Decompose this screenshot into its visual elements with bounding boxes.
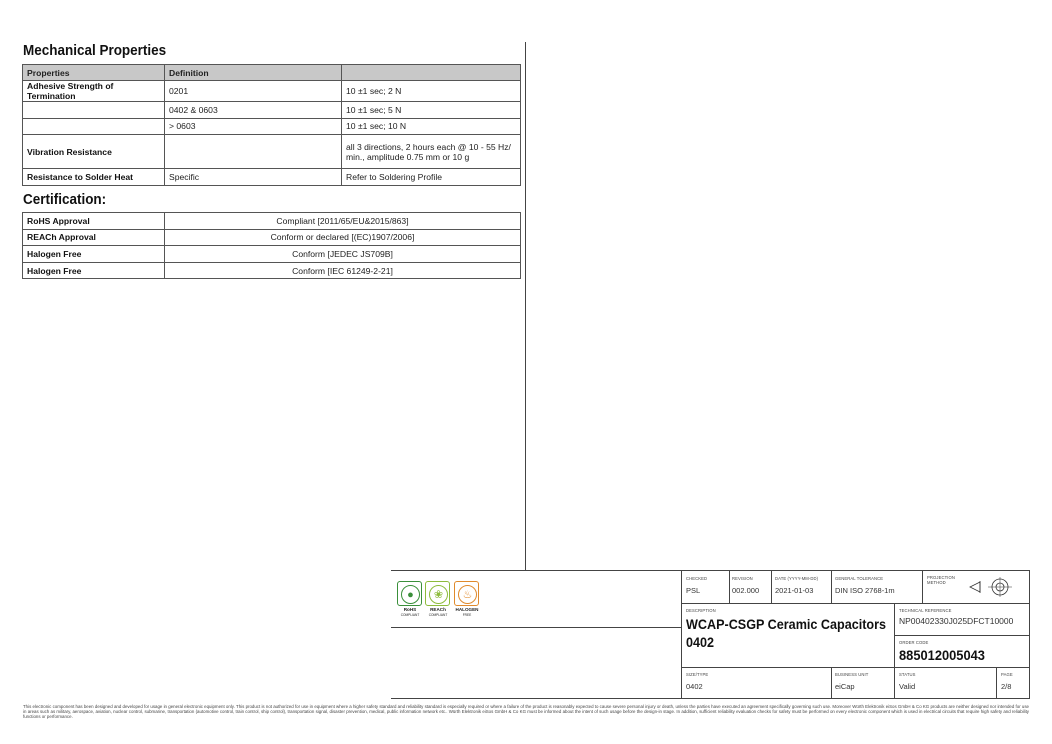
definition-cell: 0201 bbox=[165, 81, 342, 102]
revision-value: 002.000 bbox=[732, 586, 760, 595]
legal-disclaimer: This electronic component has been designed and developed for usage in general electronic equipment only. This product is not authorized for use in equipment where a higher safety standard and reliability standard is especially required or where a failure of the product is reasonably expected to cause severe personal injury or death, unless the parties have executed an agreement specifically governing such use. Moreover Würth Elektronik eiSos GmbH & Co KG products are neither designed nor intended for use in areas such as military, aerospace, aviation, nuclear control, submarine, transportation (automotive control, train control, ship control), transportation signal, disaster prevention, medical, public information network etc.. Würth Elektronik eiSos GmbH & Co KG must be informed about the intent of such usage before the design-in stage. In addition, sufficient reliability evaluation checks for safety must be performed on every electronic component which is used in electrical circuits that require high safety and reliability functions or performance. bbox=[23, 704, 1029, 719]
flame-icon: ♨ bbox=[458, 585, 477, 604]
rohs-logo-caption: RoHS COMPLIANT bbox=[400, 607, 420, 617]
property-cell bbox=[23, 102, 165, 119]
divider bbox=[391, 627, 681, 628]
value-line: min., amplitude 0.75 mm or 10 g bbox=[346, 151, 470, 162]
cert-value-cell: Conform [IEC 61249-2-21] bbox=[165, 262, 521, 279]
order-code-value: 885012005043 bbox=[899, 647, 985, 663]
definition-cell: > 0603 bbox=[165, 118, 342, 135]
revision-label: REVISION bbox=[732, 576, 753, 581]
property-cell: Adhesive Strength of Termination bbox=[23, 81, 165, 102]
date-value: 2021-01-03 bbox=[775, 586, 814, 595]
definition-cell bbox=[165, 135, 342, 169]
halogen-free-logo-caption: HALOGEN FREE bbox=[455, 607, 479, 617]
description-label: DESCRIPTION bbox=[686, 608, 716, 613]
status-value: Valid bbox=[899, 682, 916, 691]
divider bbox=[681, 571, 682, 699]
table-row bbox=[23, 135, 521, 169]
divider bbox=[681, 698, 1029, 699]
table-row bbox=[23, 246, 521, 263]
property-cell: Resistance to Solder Heat bbox=[23, 169, 165, 186]
leaf-icon: ❀ bbox=[429, 585, 448, 604]
checked-value: PSL bbox=[686, 586, 701, 595]
divider bbox=[391, 698, 681, 699]
property-cell: Vibration Resistance bbox=[23, 135, 165, 169]
tolerance-value: DIN ISO 2768-1m bbox=[835, 586, 895, 595]
cert-name-cell: REACh Approval bbox=[23, 229, 165, 246]
property-cell bbox=[23, 118, 165, 135]
cert-value-cell: Compliant [2011/65/EU&2015/863] bbox=[165, 213, 521, 230]
size-type-value: 0402 bbox=[686, 682, 703, 691]
page-number: 2/8 bbox=[1001, 682, 1012, 691]
definition-cell: 0402 & 0603 bbox=[165, 102, 342, 119]
value-cell: Refer to Soldering Profile bbox=[342, 169, 521, 186]
table-header-row bbox=[23, 65, 521, 81]
table-row bbox=[23, 102, 521, 119]
divider bbox=[922, 571, 923, 603]
column-header-value bbox=[342, 65, 521, 81]
technical-reference-value: NP00402330J025DFCT10000 bbox=[899, 616, 1014, 626]
title-block bbox=[391, 570, 1030, 698]
tolerance-label: GENERAL TOLERANCE bbox=[835, 576, 884, 581]
divider bbox=[831, 667, 832, 699]
value-cell: 10 ±1 sec; 5 N bbox=[342, 102, 521, 119]
divider bbox=[771, 571, 772, 603]
certification-title: Certification: bbox=[23, 192, 107, 208]
projection-label: PROJECTION METHOD bbox=[927, 575, 955, 585]
value-cell: 10 ±1 sec; 2 N bbox=[342, 81, 521, 102]
definition-cell: Specific bbox=[165, 169, 342, 186]
technical-reference-label: TECHNICAL REFERENCE bbox=[899, 608, 952, 613]
value-line: all 3 directions, 2 hours each @ 10 - 55 Hz/ bbox=[346, 141, 511, 152]
table-row bbox=[23, 118, 521, 135]
projection-method-icon bbox=[966, 575, 1016, 599]
divider bbox=[681, 603, 1029, 604]
divider bbox=[1029, 571, 1030, 699]
halogen-free-logo bbox=[454, 581, 479, 606]
cert-value-cell: Conform [JEDEC JS709B] bbox=[165, 246, 521, 263]
table-row bbox=[23, 229, 521, 246]
description-line: 0402 bbox=[686, 634, 715, 650]
divider bbox=[831, 571, 832, 603]
business-unit-value: eiCap bbox=[835, 682, 855, 691]
mechanical-properties-table bbox=[22, 64, 521, 186]
order-code-label: ORDER CODE bbox=[899, 640, 929, 645]
column-header-properties: Properties bbox=[23, 65, 165, 81]
certification-table bbox=[22, 212, 521, 279]
globe-icon: ● bbox=[401, 585, 420, 604]
column-header-definition: Definition bbox=[165, 65, 342, 81]
reach-logo bbox=[425, 581, 450, 606]
mechanical-properties-title: Mechanical Properties bbox=[23, 43, 167, 59]
table-row bbox=[23, 81, 521, 102]
product-description bbox=[686, 615, 886, 651]
divider bbox=[681, 667, 1029, 668]
page-label: PAGE bbox=[1001, 672, 1013, 677]
divider bbox=[729, 571, 730, 603]
table-row bbox=[23, 169, 521, 186]
cert-name-cell: RoHS Approval bbox=[23, 213, 165, 230]
checked-label: CHECKED bbox=[686, 576, 708, 581]
size-type-label: SIZE/TYPE bbox=[686, 672, 709, 677]
cert-name-cell: Halogen Free bbox=[23, 246, 165, 263]
business-unit-label: BUSINESS UNIT bbox=[835, 672, 869, 677]
divider bbox=[894, 603, 895, 699]
table-row bbox=[23, 213, 521, 230]
status-label: STATUS bbox=[899, 672, 916, 677]
page-divider bbox=[525, 42, 526, 570]
value-cell bbox=[342, 135, 521, 169]
reach-logo-caption: REACh COMPLIANT bbox=[428, 607, 448, 617]
value-cell: 10 ±1 sec; 10 N bbox=[342, 118, 521, 135]
description-line: WCAP-CSGP Ceramic Capacitors bbox=[686, 616, 887, 632]
rohs-logo bbox=[397, 581, 422, 606]
divider bbox=[996, 667, 997, 699]
cert-value-cell: Conform or declared [(EC)1907/2006] bbox=[165, 229, 521, 246]
table-row bbox=[23, 262, 521, 279]
date-label: DATE (YYYY-MM-DD) bbox=[775, 576, 819, 581]
divider bbox=[894, 635, 1029, 636]
cert-name-cell: Halogen Free bbox=[23, 262, 165, 279]
